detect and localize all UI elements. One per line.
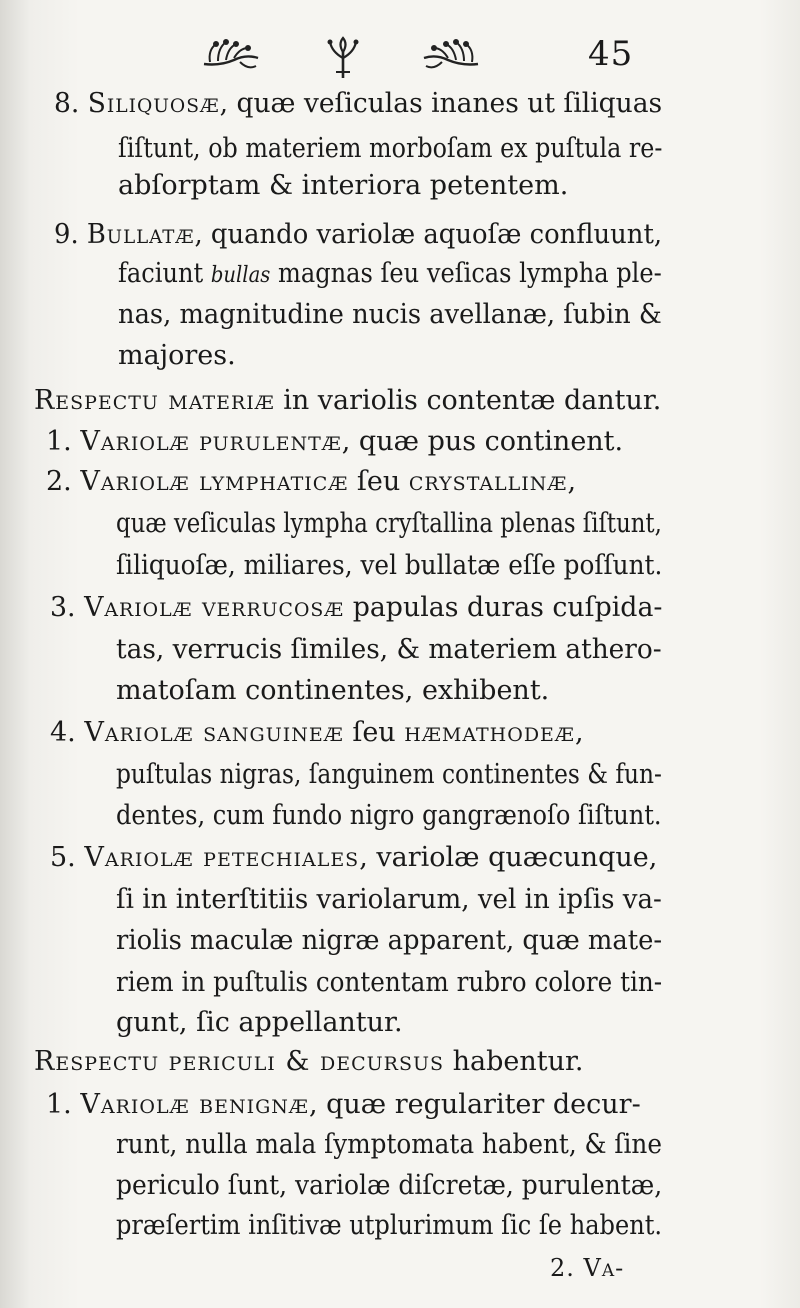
text-line: [116, 965, 662, 1001]
line-text: matoſam continentes, exhibent.: [116, 675, 550, 706]
line-text: 9.: [54, 219, 87, 250]
small-caps-text: Respectu materiæ: [34, 385, 275, 416]
line-text: 4.: [50, 717, 85, 748]
page-header: [0, 30, 800, 90]
text-line: [46, 424, 623, 460]
text-line: [54, 86, 662, 122]
small-caps-text: crystallinæ: [408, 466, 568, 497]
text-line: [116, 506, 662, 542]
line-text: tas, verrucis ſimiles, & materiem athero-: [116, 634, 662, 665]
line-text: quæ veſiculas lympha cryſtallina plenas ſiſtunt,: [116, 508, 662, 539]
line-text: ſeu: [348, 466, 409, 497]
small-caps-text: Respectu periculi & decursus: [34, 1046, 445, 1077]
text-line: [116, 757, 662, 793]
line-text: riem in puſtulis contentam rubro colore tin-: [116, 967, 663, 998]
line-text: 1.: [46, 426, 81, 457]
line-text: abſorptam & interiora petentem.: [118, 170, 569, 201]
text-line: [116, 882, 662, 918]
small-caps-text: Variolæ benignæ: [80, 1089, 309, 1120]
line-text: , quæ pus continent.: [341, 426, 624, 457]
text-line: [116, 1208, 662, 1244]
small-caps-text: Variolæ petechiales: [84, 842, 360, 873]
small-caps-text: hæmathodeæ: [404, 717, 575, 748]
floral-ornament-right-icon: [420, 36, 482, 76]
line-text: ſiſtunt, ob materiem morboſam ex puſtula re-: [118, 133, 663, 164]
line-text: faciunt: [118, 258, 211, 289]
text-line: [116, 1005, 403, 1041]
line-text: præſertim inſitivæ utplurimum ſic ſe habent.: [116, 1210, 663, 1241]
line-text: ſiliquoſæ, miliares, vel bullatæ eſſe poſſunt.: [116, 550, 663, 581]
line-text: runt, nulla mala ſymptomata habent, & ſine: [116, 1129, 662, 1160]
text-line: [50, 715, 584, 751]
floral-ornament-center-icon: [326, 36, 360, 80]
line-text: magnas ſeu veſicas lympha ple-: [270, 258, 662, 289]
line-text: , quæ regulariter decur-: [308, 1089, 641, 1120]
small-caps-text: Variolæ sanguineæ: [84, 717, 344, 748]
catchword: 2. Va-: [550, 1254, 625, 1282]
line-text: ,: [567, 466, 577, 497]
line-text: riolis maculæ nigræ apparent, quæ mate-: [116, 925, 663, 956]
floral-ornament-left-icon: [200, 36, 262, 76]
line-text: 1.: [46, 1089, 81, 1120]
line-text: gunt, ſic appellantur.: [116, 1007, 403, 1038]
text-line: [50, 590, 662, 626]
text-line: [46, 1087, 641, 1123]
line-text: ,: [574, 717, 584, 748]
line-text: in variolis contentæ dantur.: [274, 385, 662, 416]
line-text: habentur.: [444, 1046, 584, 1077]
line-text: ſeu: [343, 717, 405, 748]
text-line: [118, 131, 662, 167]
text-line: [118, 338, 236, 374]
text-line: [116, 548, 662, 584]
text-line: [116, 1168, 662, 1204]
text-line: [116, 1127, 662, 1163]
line-text: ſi in interſtitiis variolarum, vel in ipſis va-: [116, 884, 662, 915]
text-line: [116, 632, 662, 668]
small-caps-text: Variolæ purulentæ: [80, 426, 342, 457]
line-text: 3.: [50, 592, 85, 623]
text-line: [50, 840, 657, 876]
line-text: 5.: [50, 842, 85, 873]
page-number: 45: [588, 34, 634, 74]
text-line: [34, 383, 661, 419]
text-line: [118, 256, 662, 294]
text-line: [116, 798, 662, 834]
small-caps-text: Siliquosæ: [87, 88, 220, 119]
text-line: [116, 673, 549, 709]
line-text: , quando variolæ aquoſæ confluunt,: [194, 219, 663, 250]
italic-text: bullas: [210, 263, 271, 288]
line-text: , variolæ quæcunque,: [359, 842, 658, 873]
text-line: [46, 464, 576, 500]
text-line: [118, 297, 662, 333]
line-text: puſtulas nigras, ſanguinem continentes & fun-: [116, 759, 662, 790]
line-text: 8.: [54, 88, 88, 119]
line-text: nas, magnitudine nucis avellanæ, ſubin &: [118, 299, 662, 330]
line-text: dentes, cum fundo nigro gangrænoſo ſiſtunt.: [116, 800, 662, 831]
line-text: majores.: [118, 340, 236, 371]
small-caps-text: Variolæ lymphaticæ: [80, 466, 349, 497]
line-text: 2.: [46, 466, 81, 497]
line-text: , quæ veſiculas inanes ut ſiliquas: [219, 88, 663, 119]
text-line: [116, 923, 662, 959]
line-text: periculo ſunt, variolæ diſcretæ, purulentæ,: [116, 1170, 663, 1201]
small-caps-text: Variolæ verrucosæ: [84, 592, 345, 623]
line-text: papulas duras cuſpida-: [344, 592, 663, 623]
small-caps-text: Bullatæ: [86, 219, 195, 250]
text-line: [34, 1044, 584, 1080]
text-line: [54, 217, 662, 253]
text-line: [118, 168, 568, 204]
